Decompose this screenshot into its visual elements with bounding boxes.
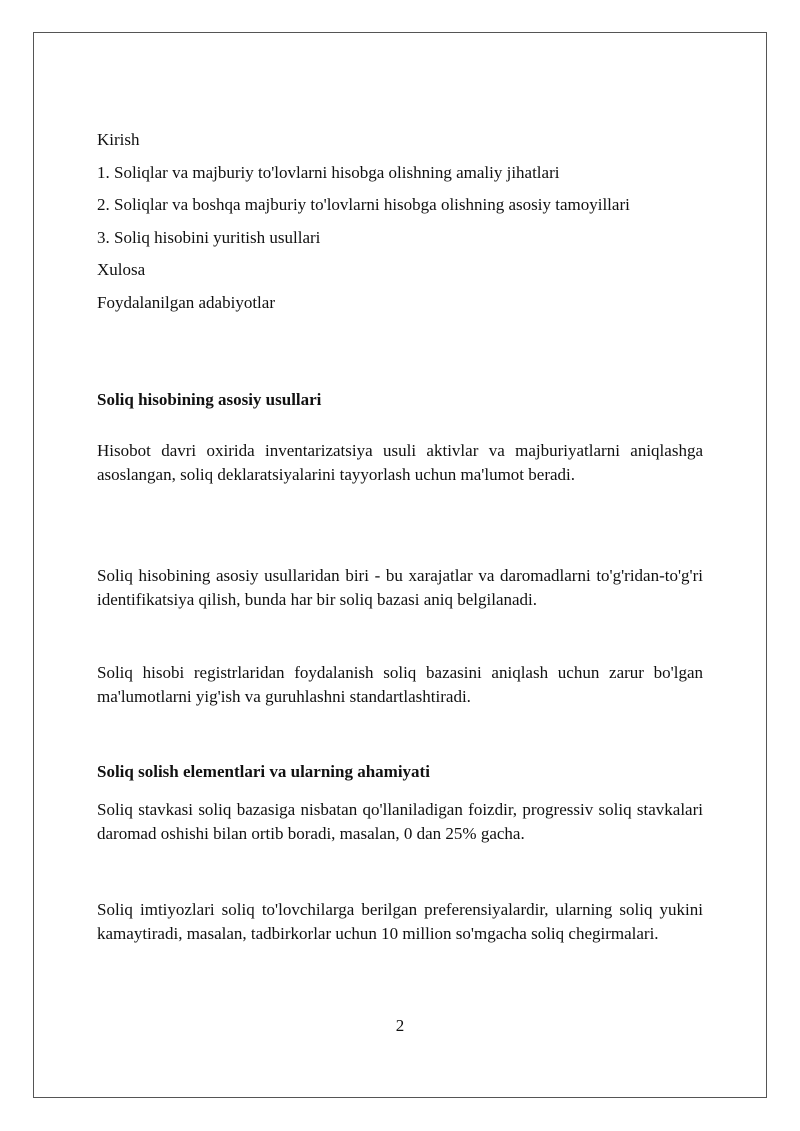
toc-item-2: 2. Soliqlar va boshqa majburiy to'lovlarni hisobga olishning asosiy tamoyillari [97,195,630,214]
toc-item-conclusion: Xulosa [97,260,146,279]
toc-item-references: Foydalanilgan adabiyotlar [97,292,275,312]
heading-text: Soliq hisobining asosiy usullari [97,390,322,409]
paragraph-text: Soliq stavkasi soliq bazasiga nisbatan qo'llaniladigan foizdir, progressiv soliq stavkalari daromad oshishi bilan ortib boradi, masalan, 0 dan 25% gacha. [97,800,703,843]
toc-item-3: 3. Soliq hisobini yuritish usullari [97,227,321,247]
paragraph-text: Soliq hisobi registrlaridan foydalanish soliq bazasini aniqlash uchun zarur bo'lgan ma'lumotlarni yig'ish va guruhlashni standartlashtiradi. [97,663,703,706]
section-heading-elements [97,761,703,783]
paragraph-text: Soliq hisobining asosiy usullaridan biri - bu xarajatlar va daromadlarni to'g'ridan-to'g'ri identifikatsiya qilish, bunda har bir soliq bazasi aniq belgilanadi. [97,566,703,609]
paragraph-tax-benefits [97,898,703,946]
section-heading-methods [97,389,703,411]
paragraph-identification [97,564,703,612]
paragraph-text: Hisobot davri oxirida inventarizatsiya usuli aktivlar va majburiyatlarni aniqlashga asoslangan, soliq deklaratsiyalarini tayyorlash uchun ma'lumot beradi. [97,441,703,484]
toc-item-1: 1. Soliqlar va majburiy to'lovlarni hisobga olishning amaliy jihatlari [97,162,560,182]
toc-item-intro: Kirish [97,130,140,149]
heading-text: Soliq solish elementlari va ularning ahamiyati [97,762,430,781]
paragraph-tax-rate [97,798,703,846]
paragraph-registers [97,661,703,709]
paragraph-text: Soliq imtiyozlari soliq to'lovchilarga berilgan preferensiyalardir, ularning soliq yukini kamaytiradi, masalan, tadbirkorlar uchun 10 million so'mgacha soliq chegirmalari. [97,900,703,943]
page-number: 2 [395,1016,405,1035]
paragraph-inventory [97,439,703,487]
table-of-contents [97,129,703,324]
